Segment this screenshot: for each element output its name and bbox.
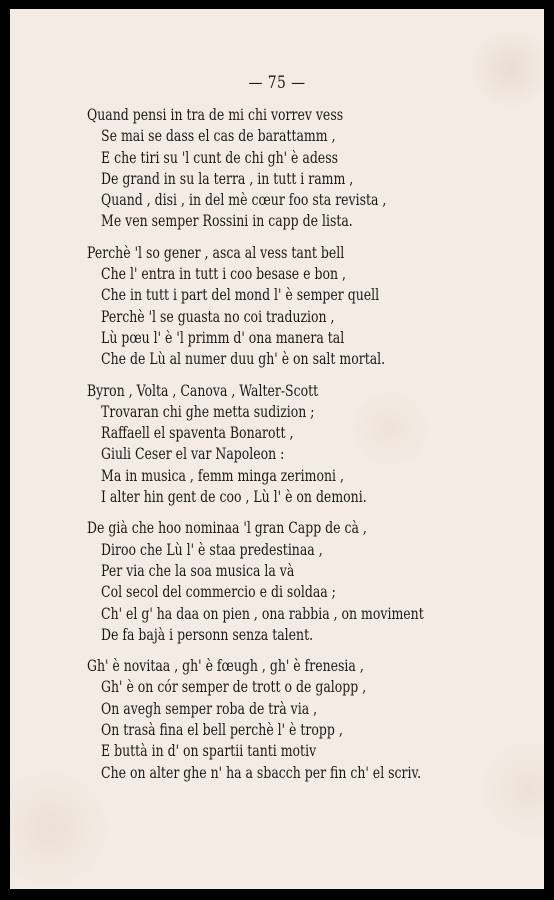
verse-line: Lù pœu l' è 'l primm d' ona manera tal	[101, 327, 345, 347]
stanza-3	[87, 380, 527, 508]
verse-line: Byron , Volta , Canova , Walter-Scott	[87, 380, 319, 400]
book-page	[10, 9, 544, 889]
verse-line: Giuli Ceser el var Napoleon :	[101, 444, 285, 464]
stanza-1	[87, 104, 527, 232]
verse-line: I alter hin gent de coo , Lù l' è on demoni.	[101, 487, 367, 507]
stanza-2	[87, 242, 527, 370]
verse-line: Quand , disi , in del mè cœur foo sta revista ,	[101, 190, 387, 210]
verse-line: De fa bajà i personn senza talent.	[101, 624, 314, 644]
verse-line: De già che hoo nominaa 'l gran Capp de cà ,	[87, 518, 367, 538]
stanza-5	[87, 655, 527, 783]
verse-line: Che on alter ghe n' ha a sbacch per fin ch' el scriv.	[101, 762, 422, 782]
verse-line: E che tiri su 'l cunt de chi gh' è adess	[101, 147, 339, 167]
verse-line: Diroo che Lù l' è staa predestinaa ,	[101, 539, 323, 559]
verse-line: E buttà in d' on spartii tanti motiv	[101, 741, 317, 761]
verse-line: De grand in su la terra , in tutt i ramm ,	[101, 168, 354, 188]
verse-line: Quand pensi in tra de mi chi vorrev vess	[87, 105, 344, 124]
stanza-4	[87, 517, 527, 645]
verse-line: On avegh semper roba de trà via ,	[101, 698, 318, 718]
verse-line: Per via che la soa musica la và	[101, 560, 295, 580]
verse-line: Gh' è novitaa , gh' è fœugh , gh' è frenesia ,	[87, 656, 364, 676]
verse-line: Gh' è on cór semper de trott o de galopp ,	[101, 677, 367, 697]
verse-line: Perchè 'l so gener , asca al vess tant bell	[87, 242, 345, 262]
verse-line: Che l' entra in tutt i coo besase e bon ,	[101, 264, 346, 284]
verse-line: Raffaell el spaventa Bonarott ,	[101, 423, 294, 443]
page-number: — 75 —	[248, 73, 306, 93]
verse-line: Ma in musica , femm minga zerimoni ,	[101, 465, 344, 485]
verse-line: Trovaran chi ghe metta sudizion ;	[101, 401, 315, 421]
poem	[87, 104, 527, 793]
verse-line: Col secol del commercio e di soldaa ;	[101, 582, 336, 602]
verse-line: Che de Lù al numer duu gh' è on salt mortal.	[101, 349, 386, 369]
verse-line: On trasà fina el bell perchè l' è tropp ,	[101, 720, 343, 740]
verse-line: Me ven semper Rossini in capp de lista.	[101, 211, 353, 231]
verse-line: Che in tutt i part del mond l' è semper quell	[101, 285, 380, 305]
verse-line: Se mai se dass el cas de barattamm ,	[101, 126, 336, 146]
verse-line: Perchè 'l se guasta no coi traduzion ,	[101, 306, 335, 326]
verse-line: Ch' el g' ha daa on pien , ona rabbia , on moviment	[101, 603, 424, 623]
